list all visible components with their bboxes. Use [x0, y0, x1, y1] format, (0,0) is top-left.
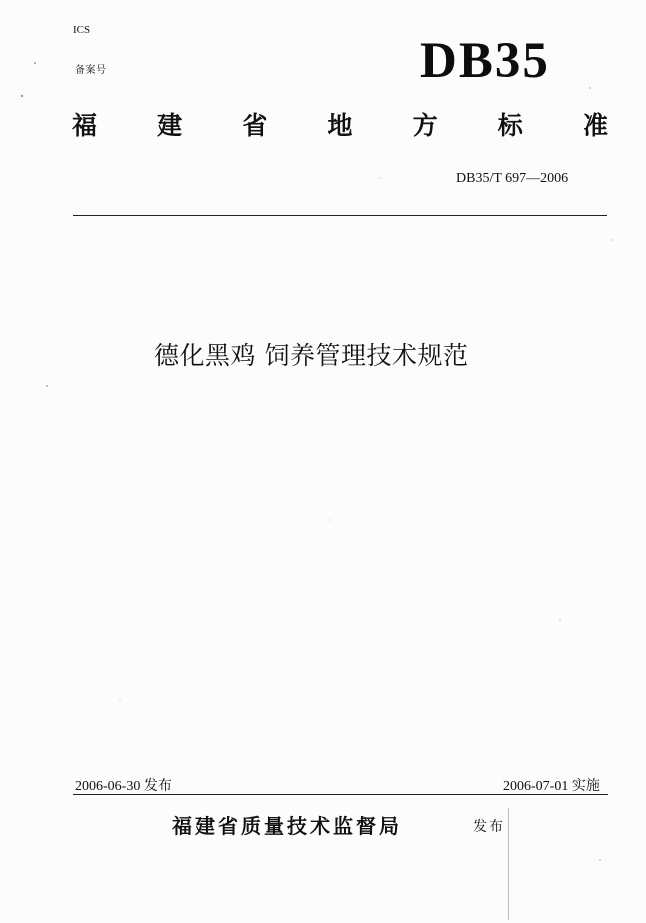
- ics-label: ICS: [73, 24, 91, 36]
- issuer-suffix: 发布: [473, 819, 505, 835]
- document-number: DB35/T 697—2006: [456, 171, 569, 186]
- title-char: 省: [242, 111, 268, 140]
- filing-number-label: 备案号: [75, 65, 107, 76]
- local-standard-title: [72, 113, 608, 138]
- title-char: 建: [157, 111, 183, 140]
- document-title: 德化黑鸡 饲养管理技术规范: [154, 341, 469, 370]
- title-char: 标: [497, 111, 523, 140]
- issuing-authority: 福建省质量技术监督局: [172, 814, 402, 838]
- footer-divider: [73, 794, 608, 795]
- issue-date: 2006-06-30 发布: [75, 779, 172, 794]
- title-char: 地: [327, 111, 353, 140]
- effective-date: 2006-07-01 实施: [503, 779, 600, 794]
- standard-code: DB35: [420, 33, 550, 89]
- title-char: 准: [582, 111, 608, 140]
- scan-artifact-line: [508, 808, 509, 920]
- title-char: 方: [412, 111, 438, 140]
- header-divider: [73, 215, 607, 216]
- title-char: 福: [72, 111, 98, 140]
